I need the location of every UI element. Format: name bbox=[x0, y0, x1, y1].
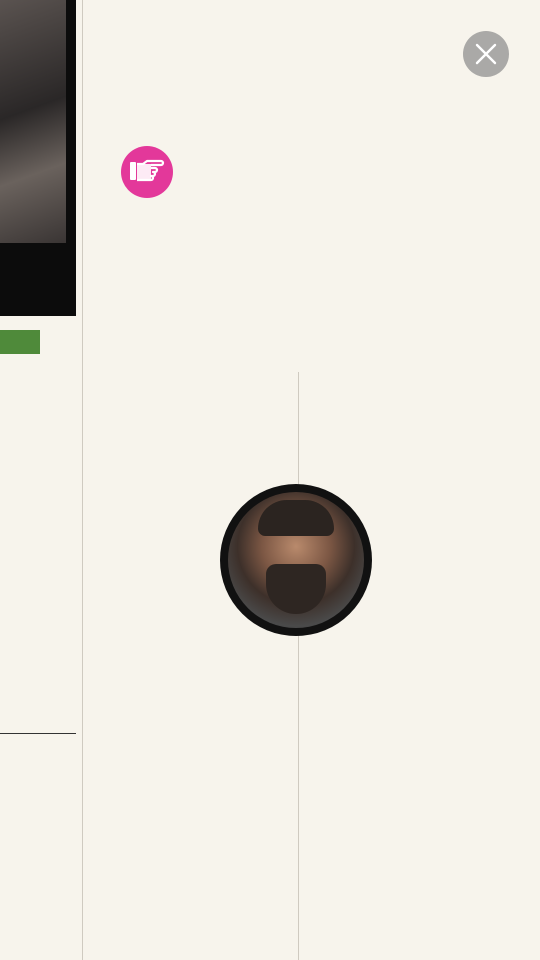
inner-column-divider bbox=[298, 372, 299, 960]
left-photo bbox=[0, 0, 76, 316]
left-cropped-column bbox=[0, 0, 82, 960]
left-divider bbox=[0, 733, 76, 734]
arnaud-mela-portrait bbox=[220, 484, 372, 636]
column-divider bbox=[82, 0, 83, 960]
close-icon bbox=[474, 42, 498, 66]
left-photo-image bbox=[0, 0, 66, 243]
section-tag bbox=[0, 330, 40, 354]
gril-badge bbox=[121, 146, 173, 198]
pointing-hand-icon bbox=[129, 158, 165, 186]
left-photo-caption bbox=[0, 256, 76, 271]
close-button[interactable] bbox=[463, 31, 509, 77]
portrait-image bbox=[228, 492, 364, 628]
